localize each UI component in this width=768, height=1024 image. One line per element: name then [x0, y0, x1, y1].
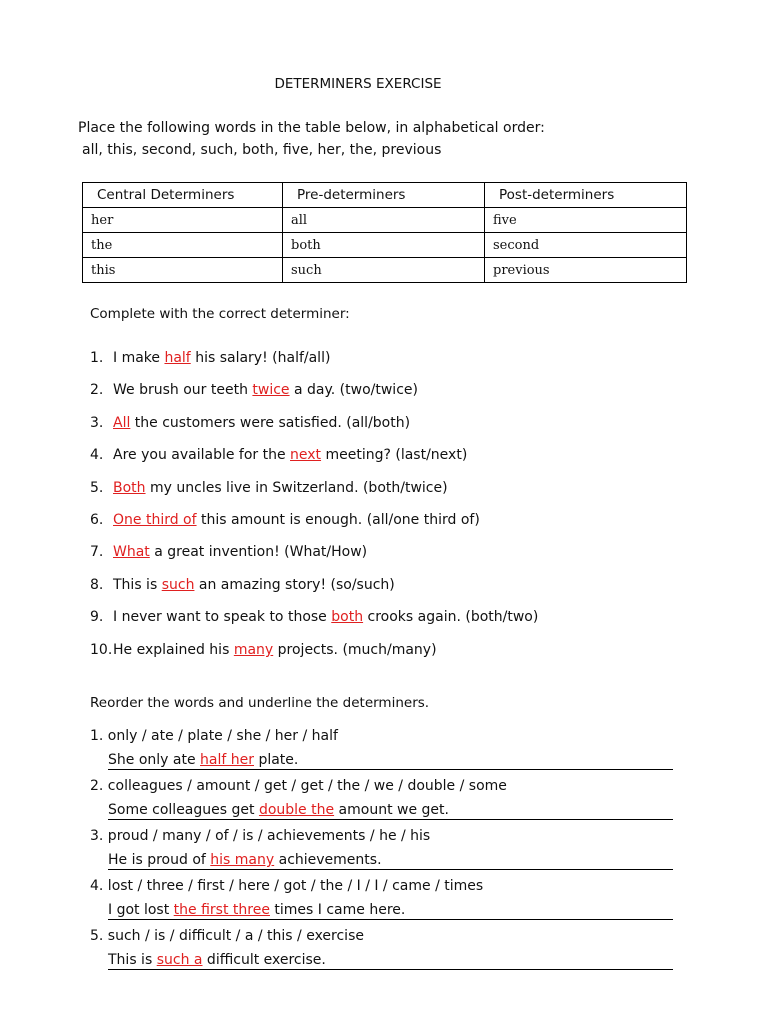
word-list: all, this, second, such, both, five, her, the, previous: [82, 142, 442, 158]
answer-text-plain: Some colleagues get: [108, 802, 259, 818]
exercise-item: [90, 642, 437, 658]
item-number: 6.: [90, 512, 104, 528]
instruction-text: Place the following words in the table below, in alphabetical order:: [78, 120, 545, 136]
table-cell: all: [283, 208, 485, 233]
item-text: Are you available for the: [113, 447, 291, 463]
answer-text: Both: [113, 480, 146, 496]
table-cell: second: [485, 233, 687, 258]
table-cell: such: [283, 258, 485, 283]
item-text: I never want to speak to those: [113, 609, 332, 625]
item-text: his salary! (half/all): [190, 350, 331, 366]
answer-text: double the: [258, 802, 335, 818]
table-row: [83, 208, 687, 233]
answer-text-plain: She only ate: [108, 752, 201, 768]
header-central: Central Determiners: [83, 183, 283, 208]
answer-text-plain: plate.: [254, 752, 299, 768]
answer-text-plain: difficult exercise.: [202, 952, 326, 968]
item-number: 10.: [90, 642, 113, 658]
exercise-item: [90, 577, 395, 593]
item-text: a great invention! (What/How): [149, 544, 368, 560]
answer-text: both: [331, 609, 364, 625]
reorder-prompt: 5. such / is / difficult / a / this / exercise: [90, 928, 364, 944]
header-pre: Pre-determiners: [283, 183, 485, 208]
answer-text: next: [290, 447, 322, 463]
answer-line: [108, 752, 673, 770]
item-text: projects. (much/many): [273, 642, 437, 658]
answer-text: twice: [252, 382, 290, 398]
answer-text: half: [164, 350, 191, 366]
answer-text: half her: [200, 752, 254, 768]
reorder-prompt: 2. colleagues / amount / get / get / the / we / double / some: [90, 778, 507, 794]
item-number: 1.: [90, 350, 104, 366]
answer-text-plain: amount we get.: [334, 802, 449, 818]
item-text: crooks again. (both/two): [363, 609, 539, 625]
item-number: 7.: [90, 544, 104, 560]
item-text: This is: [113, 577, 162, 593]
table-header-row: [83, 183, 687, 208]
answer-text: such: [161, 577, 195, 593]
section-heading-complete: Complete with the correct determiner:: [90, 306, 350, 322]
answer-text: such a: [156, 952, 203, 968]
determiners-table: [82, 182, 687, 283]
item-number: 2.: [90, 382, 104, 398]
table-cell: the: [83, 233, 283, 258]
reorder-prompt: 1. only / ate / plate / she / her / half: [90, 728, 338, 744]
answer-text-plain: He is proud of: [108, 852, 211, 868]
table-cell: this: [83, 258, 283, 283]
table-row: [83, 258, 687, 283]
item-number: 9.: [90, 609, 104, 625]
reorder-prompt: 4. lost / three / first / here / got / the / I / I / came / times: [90, 878, 484, 894]
answer-text-plain: This is: [108, 952, 157, 968]
item-number: 4.: [90, 447, 104, 463]
answer-text: his many: [210, 852, 275, 868]
reorder-prompt: 3. proud / many / of / is / achievements / he / his: [90, 828, 431, 844]
answer-text: All: [113, 415, 131, 431]
item-number: 5.: [90, 480, 104, 496]
section-heading-reorder: Reorder the words and underline the determiners.: [90, 695, 430, 711]
exercise-item: [90, 609, 538, 625]
item-text: my uncles live in Switzerland. (both/twice): [145, 480, 448, 496]
header-post: Post-determiners: [485, 183, 687, 208]
answer-line: [108, 802, 673, 820]
item-text: a day. (two/twice): [289, 382, 418, 398]
answer-text: What: [113, 544, 150, 560]
table-cell: both: [283, 233, 485, 258]
item-number: 8.: [90, 577, 104, 593]
answer-text-plain: I got lost: [108, 902, 174, 918]
page-title: DETERMINERS EXERCISE: [274, 76, 442, 92]
exercise-item: [90, 480, 448, 496]
exercise-item: [90, 350, 330, 366]
table-cell: her: [83, 208, 283, 233]
exercise-item: [90, 512, 480, 528]
item-text: He explained his: [113, 642, 234, 658]
exercise-item: [90, 447, 467, 463]
answer-text-plain: times I came here.: [269, 902, 406, 918]
table-cell: previous: [485, 258, 687, 283]
answer-text-plain: achievements.: [274, 852, 382, 868]
item-text: the customers were satisfied. (all/both): [130, 415, 411, 431]
item-text: an amazing story! (so/such): [194, 577, 395, 593]
table-cell: five: [485, 208, 687, 233]
answer-text: the first three: [173, 902, 270, 918]
exercise-item: [90, 544, 367, 560]
item-text: this amount is enough. (all/one third of): [196, 512, 480, 528]
item-text: We brush our teeth: [113, 382, 253, 398]
item-text: I make: [113, 350, 165, 366]
exercise-item: [90, 415, 410, 431]
table-row: [83, 233, 687, 258]
answer-line: [108, 952, 673, 970]
item-number: 3.: [90, 415, 104, 431]
item-text: meeting? (last/next): [321, 447, 468, 463]
answer-text: many: [233, 642, 274, 658]
exercise-item: [90, 382, 418, 398]
answer-text: One third of: [113, 512, 197, 528]
answer-line: [108, 902, 673, 920]
answer-line: [108, 852, 673, 870]
